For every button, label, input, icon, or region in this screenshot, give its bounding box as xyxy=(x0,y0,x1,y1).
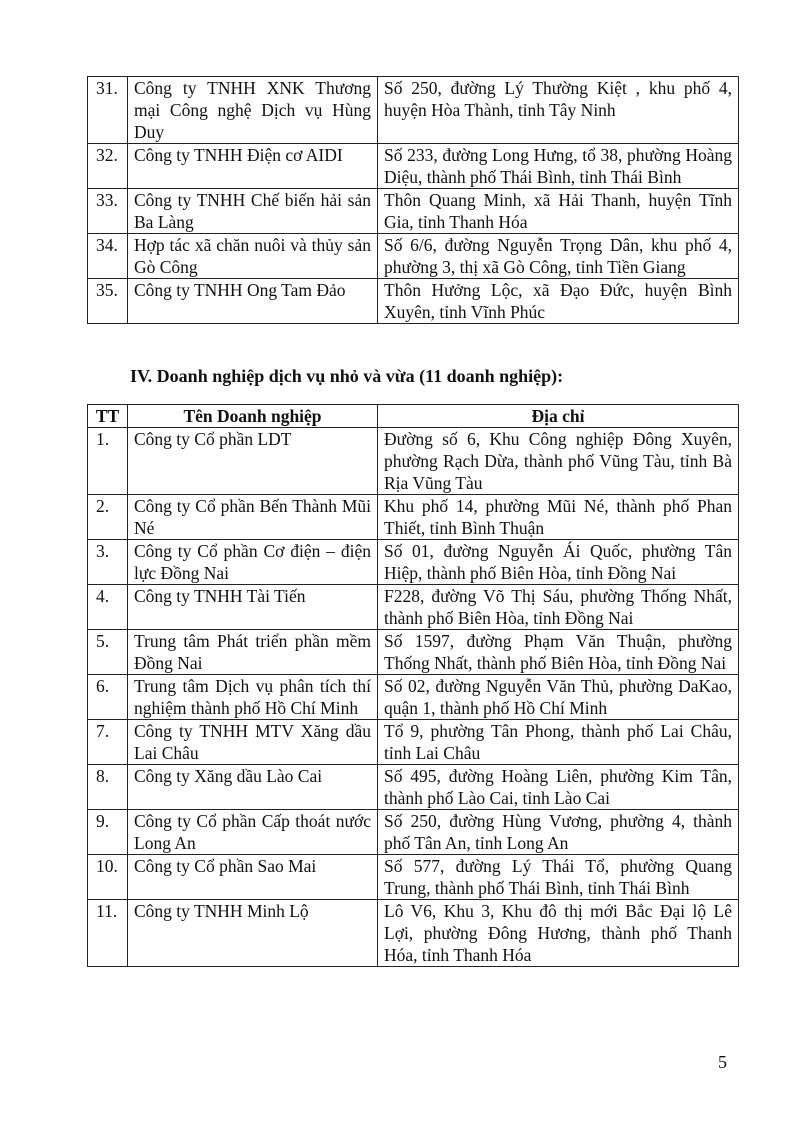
enterprise-address: Số 1597, đường Phạm Văn Thuận, phường Thống Nhất, thành phố Biên Hòa, tỉnh Đồng Nai xyxy=(378,630,739,675)
column-header-address: Địa chỉ xyxy=(378,405,739,428)
table-row xyxy=(88,279,739,324)
enterprise-name: Công ty Cổ phần LDT xyxy=(128,428,378,495)
row-number: 8. xyxy=(88,765,128,810)
row-number: 4. xyxy=(88,585,128,630)
enterprise-address: Số 495, đường Hoàng Liên, phường Kim Tân, thành phố Lào Cai, tỉnh Lào Cai xyxy=(378,765,739,810)
enterprise-address: Số 01, đường Nguyễn Ái Quốc, phường Tân Hiệp, thành phố Biên Hòa, tỉnh Đồng Nai xyxy=(378,540,739,585)
enterprise-name: Công ty TNHH Điện cơ AIDI xyxy=(128,144,378,189)
row-number: 1. xyxy=(88,428,128,495)
row-number: 31. xyxy=(88,77,128,144)
table-row xyxy=(88,495,739,540)
column-header-name: Tên Doanh nghiệp xyxy=(128,405,378,428)
row-number: 11. xyxy=(88,900,128,967)
row-number: 34. xyxy=(88,234,128,279)
table-row xyxy=(88,234,739,279)
enterprise-table-continued xyxy=(87,76,739,324)
enterprise-name: Công ty Cổ phần Sao Mai xyxy=(128,855,378,900)
table-row xyxy=(88,77,739,144)
enterprise-name: Công ty TNHH Tài Tiến xyxy=(128,585,378,630)
row-number: 9. xyxy=(88,810,128,855)
enterprise-name: Hợp tác xã chăn nuôi và thủy sản Gò Công xyxy=(128,234,378,279)
enterprise-address: Thôn Hưởng Lộc, xã Đạo Đức, huyện Bình Xuyên, tỉnh Vĩnh Phúc xyxy=(378,279,739,324)
enterprise-address: Đường số 6, Khu Công nghiệp Đông Xuyên, phường Rạch Dừa, thành phố Vũng Tàu, tỉnh Bà Rịa Vũng Tàu xyxy=(378,428,739,495)
row-number: 6. xyxy=(88,675,128,720)
enterprise-address: Thôn Quang Minh, xã Hải Thanh, huyện Tĩnh Gia, tỉnh Thanh Hóa xyxy=(378,189,739,234)
table-row xyxy=(88,144,739,189)
row-number: 7. xyxy=(88,720,128,765)
section-heading: IV. Doanh nghiệp dịch vụ nhỏ và vừa (11 doanh nghiệp): xyxy=(130,366,564,386)
enterprise-address: Số 577, đường Lý Thái Tổ, phường Quang Trung, thành phố Thái Bình, tỉnh Thái Bình xyxy=(378,855,739,900)
enterprise-address: Tổ 9, phường Tân Phong, thành phố Lai Châu, tỉnh Lai Châu xyxy=(378,720,739,765)
enterprise-name: Công ty Xăng dầu Lào Cai xyxy=(128,765,378,810)
table-row xyxy=(88,900,739,967)
row-number: 3. xyxy=(88,540,128,585)
table-row xyxy=(88,675,739,720)
enterprise-address: Số 02, đường Nguyễn Văn Thủ, phường DaKao, quận 1, thành phố Hồ Chí Minh xyxy=(378,675,739,720)
enterprise-name: Công ty Cổ phần Bến Thành Mũi Né xyxy=(128,495,378,540)
enterprise-name: Trung tâm Dịch vụ phân tích thí nghiệm thành phố Hồ Chí Minh xyxy=(128,675,378,720)
row-number: 32. xyxy=(88,144,128,189)
row-number: 10. xyxy=(88,855,128,900)
enterprise-name: Công ty TNHH Minh Lộ xyxy=(128,900,378,967)
enterprise-address: Lô V6, Khu 3, Khu đô thị mới Bắc Đại lộ Lê Lợi, phường Đông Hương, thành phố Thanh Hóa, tỉnh Thanh Hóa xyxy=(378,900,739,967)
enterprise-name: Trung tâm Phát triển phần mềm Đồng Nai xyxy=(128,630,378,675)
table-header-row xyxy=(88,405,739,428)
enterprise-address: Khu phố 14, phường Mũi Né, thành phố Phan Thiết, tỉnh Bình Thuận xyxy=(378,495,739,540)
enterprise-name: Công ty TNHH Chế biến hải sản Ba Làng xyxy=(128,189,378,234)
enterprise-name: Công ty TNHH Ong Tam Đảo xyxy=(128,279,378,324)
table-row xyxy=(88,765,739,810)
enterprise-address: F228, đường Võ Thị Sáu, phường Thống Nhất, thành phố Biên Hòa, tỉnh Đồng Nai xyxy=(378,585,739,630)
row-number: 5. xyxy=(88,630,128,675)
row-number: 35. xyxy=(88,279,128,324)
enterprise-name: Công ty TNHH MTV Xăng dầu Lai Châu xyxy=(128,720,378,765)
table-row xyxy=(88,630,739,675)
row-number: 2. xyxy=(88,495,128,540)
enterprise-name: Công ty TNHH XNK Thương mại Công nghệ Dịch vụ Hùng Duy xyxy=(128,77,378,144)
table-row xyxy=(88,810,739,855)
enterprise-name: Công ty Cổ phần Cấp thoát nước Long An xyxy=(128,810,378,855)
table-row xyxy=(88,540,739,585)
enterprise-address: Số 6/6, đường Nguyễn Trọng Dân, khu phố 4, phường 3, thị xã Gò Công, tỉnh Tiền Giang xyxy=(378,234,739,279)
enterprise-address: Số 233, đường Long Hưng, tổ 38, phường Hoàng Diệu, thành phố Thái Bình, tỉnh Thái Bình xyxy=(378,144,739,189)
enterprise-name: Công ty Cổ phần Cơ điện – điện lực Đồng Nai xyxy=(128,540,378,585)
table-row xyxy=(88,189,739,234)
small-medium-service-enterprise-table xyxy=(87,404,739,967)
page-number: 5 xyxy=(718,1052,727,1072)
row-number: 33. xyxy=(88,189,128,234)
table-row xyxy=(88,428,739,495)
enterprise-address: Số 250, đường Hùng Vương, phường 4, thành phố Tân An, tỉnh Long An xyxy=(378,810,739,855)
table-row xyxy=(88,720,739,765)
enterprise-address: Số 250, đường Lý Thường Kiệt , khu phố 4, huyện Hòa Thành, tỉnh Tây Ninh xyxy=(378,77,739,144)
column-header-number: TT xyxy=(88,405,128,428)
table-row xyxy=(88,585,739,630)
table-row xyxy=(88,855,739,900)
